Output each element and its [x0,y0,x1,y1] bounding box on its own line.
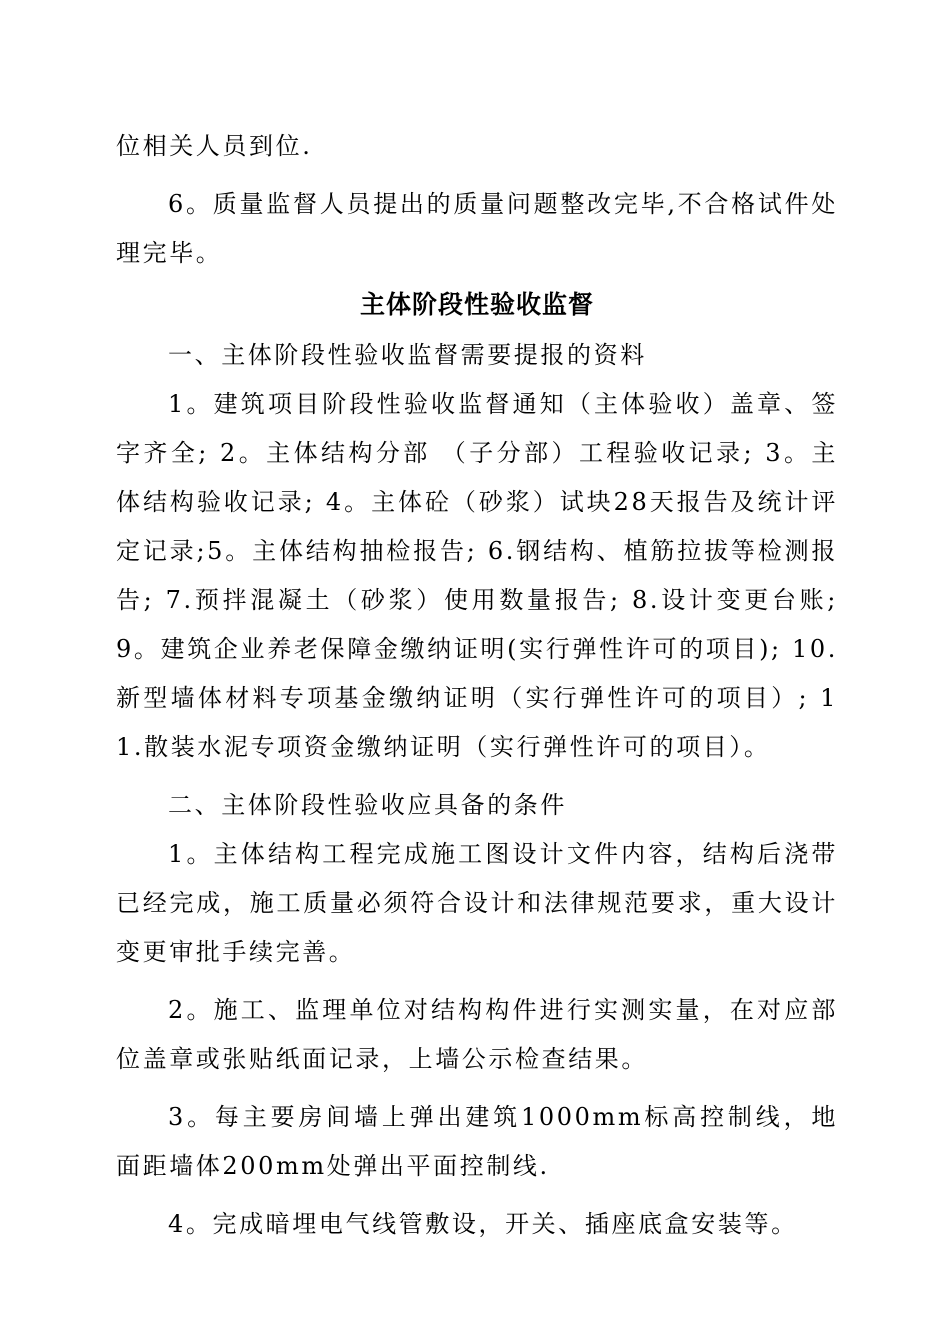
document-page [116,122,838,1249]
part2-item-3: 3。每主要房间墙上弹出建筑1000mm标高控制线，地面距墙体200mm处弹出平面控制线. [116,1103,838,1180]
part1-heading: 一、主体阶段性验收监督需要提报的资料 [168,341,647,369]
continuation-text: 位相关人员到位. [116,132,313,160]
spacer [116,1084,838,1093]
spacer [116,1191,838,1200]
part2-heading: 二、主体阶段性验收应具备的条件 [168,791,567,819]
part1-body: 1。建筑项目阶段性验收监督通知（主体验收）盖章、签字齐全; 2。主体结构分部 （子分部）工程验收记录; 3。主体结构验收记录; 4。主体砼（砂浆）试块28天报告及统计评定记录;5。主体结构抽检报告; 6.钢结构、植筋拉拔等检测报告; 7.预拌混凝土（砂浆）使用数量报告; 8.设计变更台账; 9。建筑企业养老保障金缴纳证明(实行弹性许可的项目); 10.新型墙体材料专项基金缴纳证明（实行弹性许可的项目）; 11.散装水泥专项资金缴纳证明（实行弹性许可的项目）。 [116,390,838,761]
part2-item-1: 1。主体结构工程完成施工图设计文件内容，结构后浇带已经完成，施工质量必须符合设计和法律规范要求，重大设计变更审批手续完善。 [116,840,838,966]
part2-item-4: 4。完成暗埋电气线管敷设，开关、插座底盒安装等。 [168,1210,798,1238]
section-title: 主体阶段性验收监督 [359,290,594,319]
prev-item-6: 6。质量监督人员提出的质量问题整改完毕,不合格试件处理完毕。 [116,190,838,267]
part2-item-2: 2。施工、监理单位对结构构件进行实测实量，在对应部位盖章或张贴纸面记录，上墙公示检查结果。 [116,996,838,1073]
spacer [116,977,838,986]
spacer [116,772,838,781]
spacer [116,171,838,180]
